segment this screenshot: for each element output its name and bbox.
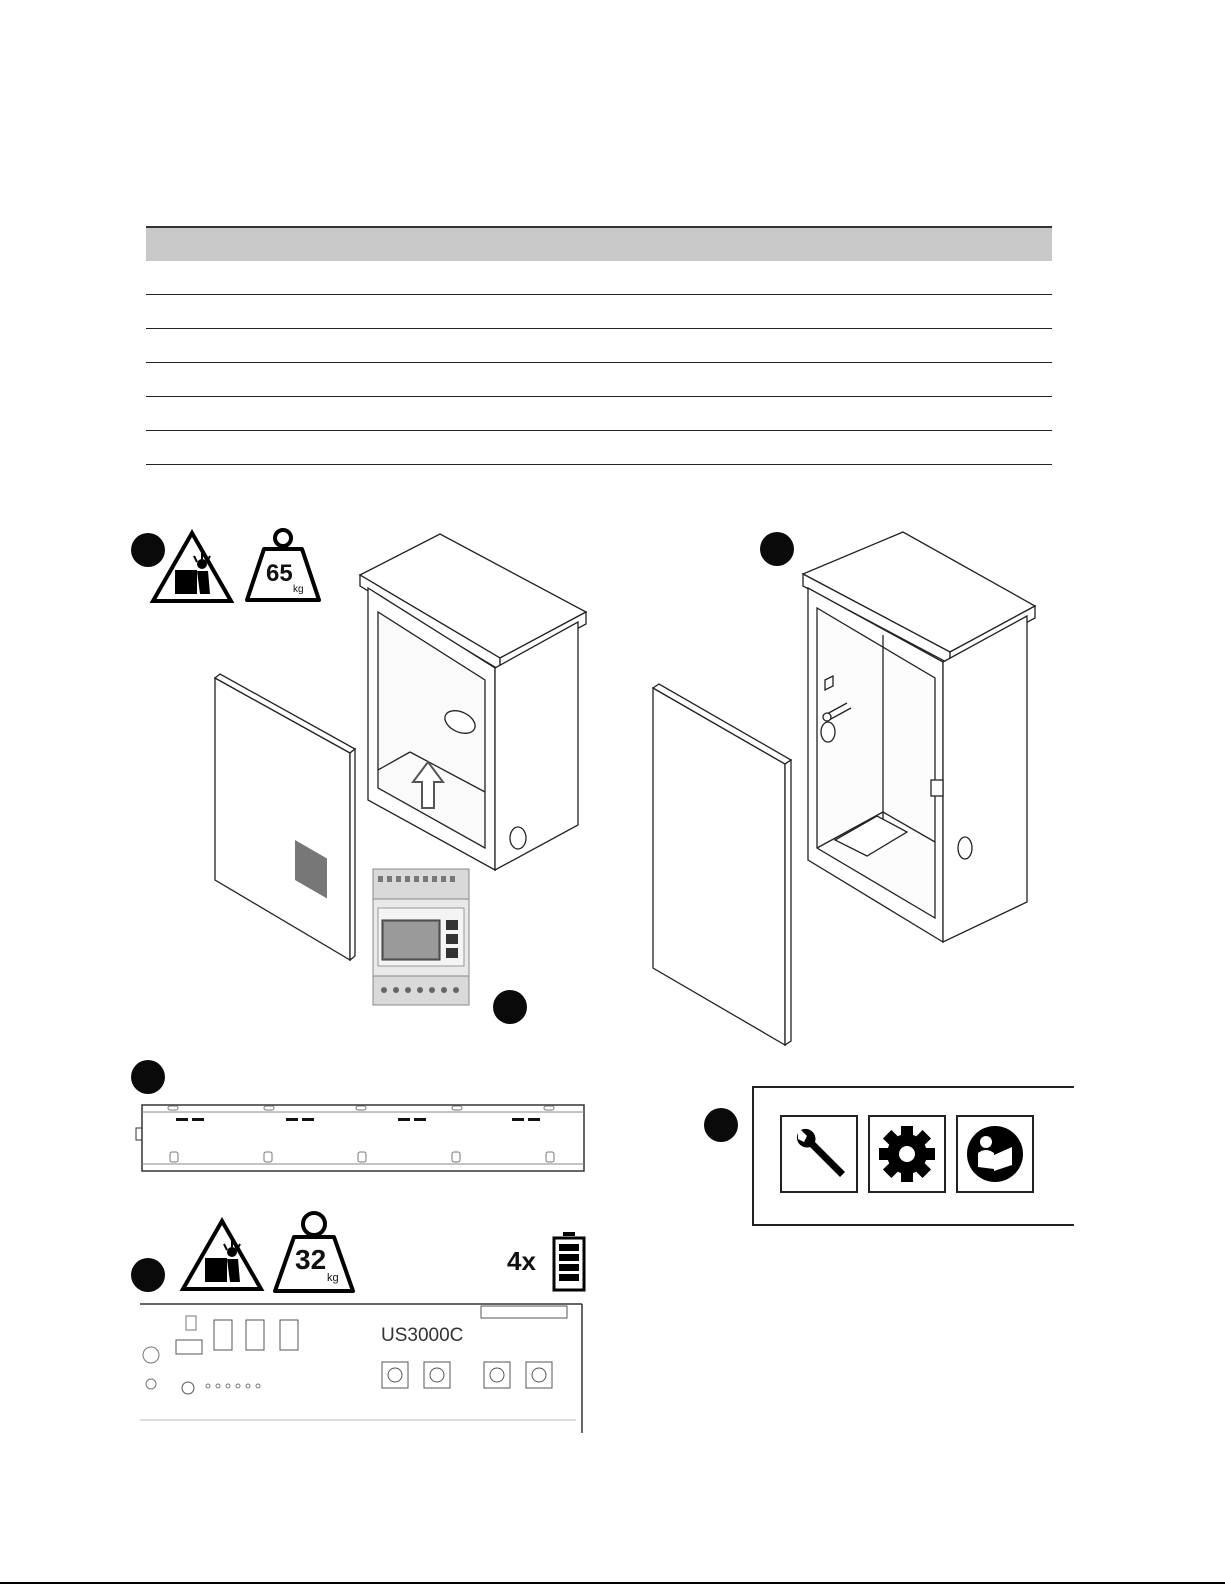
battery-count: 4x (507, 1246, 536, 1276)
table-row (146, 261, 1052, 295)
page-bottom-rule (0, 1582, 1225, 1584)
weight-value-65: 65 (266, 560, 293, 587)
battery-model-label: US3000C (381, 1325, 464, 1346)
battery-icon (552, 1230, 586, 1292)
weight-unit-32: kg (327, 1272, 339, 1284)
callout-badge-e (704, 1108, 738, 1142)
heavy-lift-warning-icon (180, 1218, 264, 1292)
table-row (146, 363, 1052, 397)
read-manual-icon (956, 1115, 1034, 1193)
callout-badge-f (131, 1258, 165, 1292)
table-row (146, 329, 1052, 363)
din-rail-illustration (134, 1100, 589, 1175)
gear-icon (868, 1115, 946, 1193)
table-row (146, 397, 1052, 431)
wrench-icon (780, 1115, 858, 1193)
energy-meter-illustration (372, 868, 472, 1008)
weight-unit-65: kg (293, 584, 304, 595)
table-row (146, 295, 1052, 329)
table-header (146, 226, 1052, 261)
battery-front-panel (136, 1300, 586, 1435)
table-row (146, 431, 1052, 465)
callout-badge-d (131, 1060, 165, 1094)
weight-value-32: 32 (295, 1244, 327, 1275)
empty-cabinet-illustration (645, 530, 1045, 1050)
spec-table (146, 226, 1052, 465)
